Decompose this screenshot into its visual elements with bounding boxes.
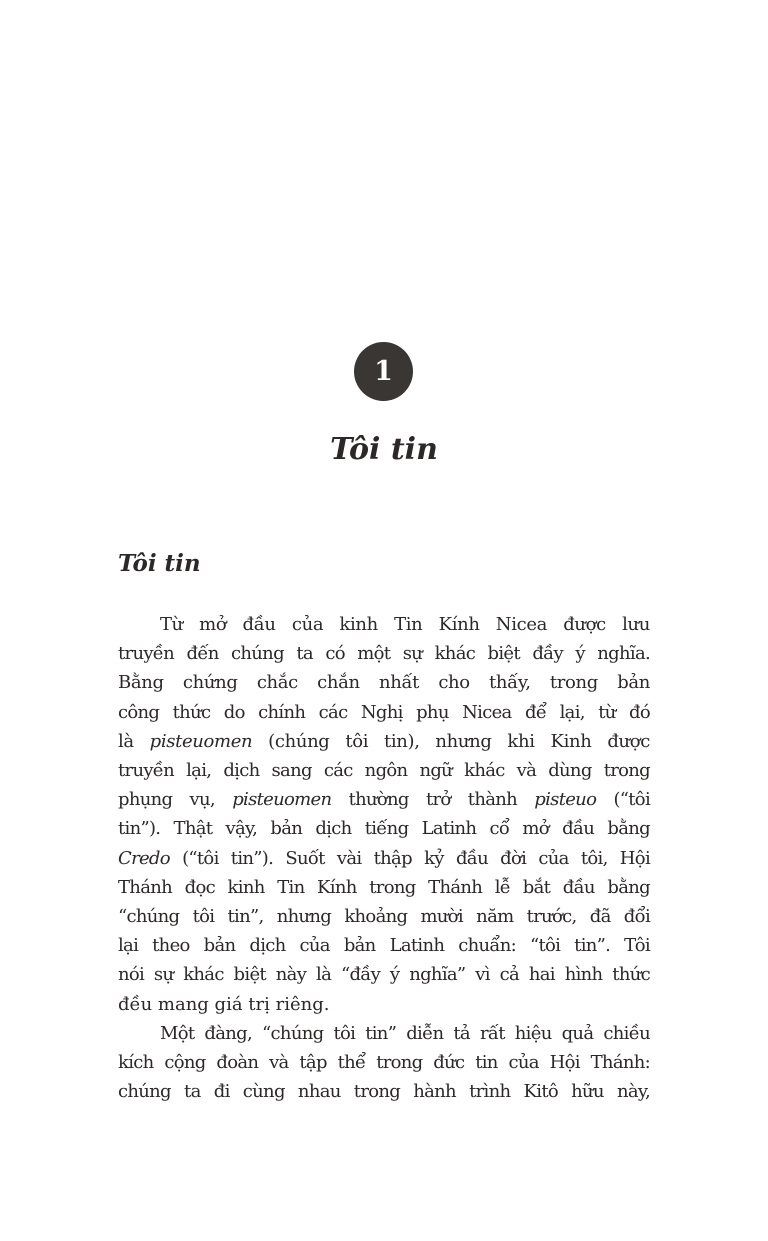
text-line: là pisteuomen (chúng tôi tin), nhưng khi Kinh được: [118, 730, 650, 752]
text-line: đều mang giá trị riêng.: [118, 993, 330, 1015]
text-line: lại theo bản dịch của bản Latinh chuẩn: “tôi tin”. Tôi: [118, 935, 650, 957]
paragraph: [118, 1019, 650, 1107]
text-line: Từ mở đầu của kinh Tin Kính Nicea được lưu: [160, 614, 650, 635]
text-line: truyền lại, dịch sang các ngôn ngữ khác và dùng trong: [118, 760, 650, 782]
text-line: Một đàng, “chúng tôi tin” diễn tả rất hiệu quả chiều: [160, 1022, 650, 1044]
text-line: Bằng chứng chắc chắn nhất cho thấy, trong bản: [118, 672, 650, 694]
text-line: “chúng tôi tin”, nhưng khoảng mười năm trước, đã đổi: [118, 906, 650, 928]
text-line: kích cộng đoàn và tập thể trong đức tin của Hội Thánh:: [118, 1052, 650, 1074]
body-text: [118, 610, 650, 1106]
chapter-title: Tôi tin: [330, 432, 438, 467]
text-line: truyền đến chúng ta có một sự khác biệt đầy ý nghĩa.: [118, 643, 650, 665]
section-heading: Tôi tin: [118, 550, 201, 577]
text-line: công thức do chính các Nghị phụ Nicea để lại, từ đó: [118, 701, 650, 723]
text-line: Credo (“tôi tin”). Suốt vài thập kỷ đầu đời của tôi, Hội: [118, 847, 650, 869]
paragraph: [118, 610, 650, 1019]
chapter-number: 1: [374, 356, 393, 387]
text-line: nói sự khác biệt này là “đầy ý nghĩa” vì cả hai hình thức: [118, 964, 650, 986]
text-line: tin”). Thật vậy, bản dịch tiếng Latinh cổ mở đầu bằng: [118, 818, 650, 840]
text-line: chúng ta đi cùng nhau trong hành trình Kitô hữu này,: [118, 1081, 650, 1103]
chapter-number-badge: [354, 342, 413, 401]
text-line: Thánh đọc kinh Tin Kính trong Thánh lễ bắt đầu bằng: [118, 876, 650, 898]
text-line: phụng vụ, pisteuomen thường trở thành pisteuo (“tôi: [118, 789, 651, 811]
